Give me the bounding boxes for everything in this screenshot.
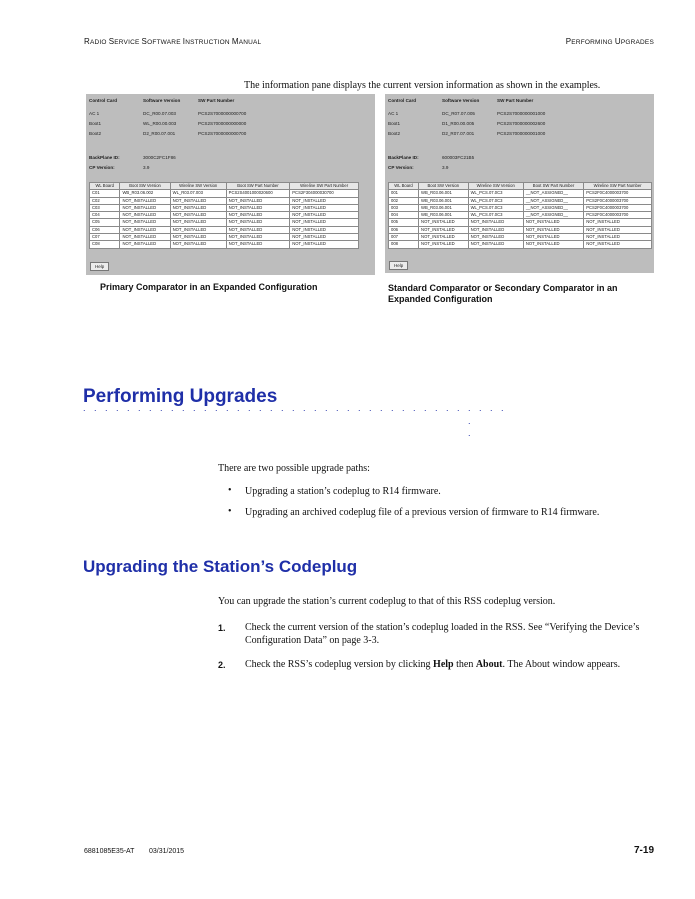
dotted-rule-vertical: .: [468, 416, 474, 426]
table-row: 008 NOT_INSTALLED NOT_INSTALLED NOT_INSTALLED NOT_INSTALLED: [389, 241, 652, 248]
table-row: 002 WB_R03.06.001 WL_PCS.07.0C3 __NOT_ASSIGNED__ PCS2F0C4000003700: [389, 197, 652, 204]
table-row: 006 NOT_INSTALLED NOT_INSTALLED NOT_INSTALLED NOT_INSTALLED: [389, 226, 652, 233]
section-title-performing-upgrades: Performing Upgrades: [83, 386, 278, 407]
table-row: 004 WB_R03.06.001 WL_PCS.07.0C3 __NOT_ASSIGNED__ PCS2F0C4000003700: [389, 212, 652, 219]
section-title-upgrading-codeplug: Upgrading the Station’s Codeplug: [83, 557, 358, 576]
table-row: C06 NOT_INSTALLED NOT_INSTALLED NOT_INSTALLED NOT_INSTALLED: [90, 226, 359, 233]
table-row: C02 NOT_INSTALLED NOT_INSTALLED NOT_INSTALLED NOT_INSTALLED: [90, 197, 359, 204]
step-1-text: Check the current version of the station’s codeplug loaded in the RSS. See “Verifying the Device’s Configuration Data” on page 3-3.: [245, 622, 640, 646]
running-header-right: PERFORMING UPGRADES: [565, 37, 654, 46]
primary-comparator-screenshot: Control Card Software Version SW Part Number AC 1 DC_R00.07.003 PCS2S7000000000700 Boot1 WL_R00.00.003 PCS2S7000000000000 Boot2 D2_R00.07.001 PCS2S7000000000700 BackPlane ID: 3000C2FC1F86 CP Version: 3.9 WL Board Boot SW Version Wireline SW Version Boot SW Part Number Wireline SW Part Number C01 WB_R03.06.002 WL_R03.07.003 PCS2S4001000020600 PCS2F304000030700 C02 NOT_INSTALLED NOT_INSTALLED NOT_INSTALLED NOT_INSTALLED C03 NOT_INSTALLED NOT_INSTALLED NOT_INSTALLED NOT_INSTALLED C04 NOT_INSTALLED NOT_INSTALLED NOT_INSTALLED NOT_INSTALLED C05 NOT_INSTALLED NOT_INSTALLED NOT_INSTALLED NOT_INSTALLED C06 NOT_INSTALLED NOT_INSTALLED NOT_INSTALLED NOT_INSTALLED C07 NOT_INSTALLED NOT_INSTALLED NOT_INSTALLED NOT_INSTALLED C08 NOT_INSTALLED NOT_INSTALLED NOT_INSTALLED NOT_INSTALLED Help: [86, 94, 375, 275]
table-row: 003 WB_R03.06.001 WL_PCS.07.0C3 __NOT_ASSIGNED__ PCS2F0C4000003700: [389, 204, 652, 211]
list-item: Upgrading an archived codeplug file of a previous version of firmware to R14 firmware.: [245, 507, 600, 518]
wl-board-table: WL Board Boot SW Version Wireline SW Version Boot SW Part Number Wireline SW Part Number C01 WB_R03.06.002 WL_R03.07.003 PCS2S4001000020600 PCS2F304000030700 C02 NOT_INSTALLED NOT_INSTALLED NOT_INSTALLED NOT_INSTALLED C03 NOT_INSTALLED NOT_INSTALLED NOT_INSTALLED NOT_INSTALLED C04 NOT_INSTALLED NOT_INSTALLED NOT_INSTALLED NOT_INSTALLED C05 NOT_INSTALLED NOT_INSTALLED NOT_INSTALLED NOT_INSTALLED C06 NOT_INSTALLED NOT_INSTALLED NOT_INSTALLED NOT_INSTALLED C07 NOT_INSTALLED NOT_INSTALLED NOT_INSTALLED NOT_INSTALLED C08 NOT_INSTALLED NOT_INSTALLED NOT_INSTALLED NOT_INSTALLED: [89, 182, 359, 249]
footer-date: 03/31/2015: [149, 848, 185, 855]
running-header-left: RADIO SERVICE SOFTWARE INSTRUCTION MANUAL: [84, 37, 262, 46]
step-number: 1.: [218, 623, 226, 633]
bullet-marker: •: [228, 485, 232, 496]
table-row: 005 NOT_INSTALLED NOT_INSTALLED NOT_INSTALLED NOT_INSTALLED: [389, 219, 652, 226]
table-row: C01 WB_R03.06.002 WL_R03.07.003 PCS2S4001000020600 PCS2F304000030700: [90, 190, 359, 197]
dotted-rule: . . . . . . . . . . . . . . . . . . . . . . . . . . . . . . . . . . . . . . .: [83, 403, 507, 413]
table-row: C08 NOT_INSTALLED NOT_INSTALLED NOT_INSTALLED NOT_INSTALLED: [90, 241, 359, 248]
table-row: C03 NOT_INSTALLED NOT_INSTALLED NOT_INSTALLED NOT_INSTALLED: [90, 204, 359, 211]
table-row: 007 NOT_INSTALLED NOT_INSTALLED NOT_INSTALLED NOT_INSTALLED: [389, 234, 652, 241]
step-2-text: Check the RSS’s codeplug version by clicking Help then About. The About window appears.: [245, 659, 621, 670]
upgrade-paths-intro: There are two possible upgrade paths:: [218, 463, 370, 474]
step-number: 2.: [218, 660, 226, 670]
table-row: C07 NOT_INSTALLED NOT_INSTALLED NOT_INSTALLED NOT_INSTALLED: [90, 234, 359, 241]
page-number: 7-19: [633, 845, 654, 856]
kv-header: Control Card: [89, 98, 118, 103]
footer-doc-number: 6881085E35-AT: [84, 848, 135, 855]
table-row: 001 WB_R03.06.001 WL_PCS.07.0C3 __NOT_ASSIGNED__ PCS2F0C4000003700: [389, 190, 652, 197]
help-button[interactable]: Help: [90, 262, 109, 271]
list-item: Upgrading a station’s codeplug to R14 firmware.: [245, 486, 441, 497]
wl-board-table: WL Board Boot SW Version Wireline SW Version Boot SW Part Number Wireline SW Part Number 001 WB_R03.06.001 WL_PCS.07.0C3 __NOT_ASSIGNED__ PCS2F0C4000003700 002 WB_R03.06.001 WL_PCS.07.0C3 __NOT_ASSIGNED__ PCS2F0C4000003700 003 WB_R03.06.001 WL_PCS.07.0C3 __NOT_ASSIGNED__ PCS2F0C4000003700 004 WB_R03.06.001 WL_PCS.07.0C3 __NOT_ASSIGNED__ PCS2F0C4000003700 005 NOT_INSTALLED NOT_INSTALLED NOT_INSTALLED NOT_INSTALLED 006 NOT_INSTALLED NOT_INSTALLED NOT_INSTALLED NOT_INSTALLED 007 NOT_INSTALLED NOT_INSTALLED NOT_INSTALLED NOT_INSTALLED 008 NOT_INSTALLED NOT_INSTALLED NOT_INSTALLED NOT_INSTALLED: [388, 182, 652, 249]
bullet-marker: •: [228, 506, 232, 517]
table-row: C05 NOT_INSTALLED NOT_INSTALLED NOT_INSTALLED NOT_INSTALLED: [90, 219, 359, 226]
help-button[interactable]: Help: [389, 261, 408, 270]
codeplug-intro: You can upgrade the station’s current codeplug to that of this RSS codeplug version.: [218, 596, 556, 607]
intro-text: The information pane displays the current version information as shown in the examples.: [244, 80, 601, 91]
figure-caption-primary: Primary Comparator in an Expanded Configuration: [100, 282, 318, 292]
secondary-comparator-screenshot: Control Card Software Version SW Part Number AC 1 DC_R07.07.005 PCS2S7000000001000 Boot1 D1_R00.00.005 PCS2S7000000002600 Boot2 D2_R07.07.001 PCS2S7000000001000 BackPlane ID: 600003FC21B5 CP Version: 3.9 WL Board Boot SW Version Wireline SW Version Boot SW Part Number Wireline SW Part Number 001 WB_R03.06.001 WL_PCS.07.0C3 __NOT_ASSIGNED__ PCS2F0C4000003700 002 WB_R03.06.001 WL_PCS.07.0C3 __NOT_ASSIGNED__ PCS2F0C4000003700 003 WB_R03.06.001 WL_PCS.07.0C3 __NOT_ASSIGNED__ PCS2F0C4000003700 004 WB_R03.06.001 WL_PCS.07.0C3 __NOT_ASSIGNED__ PCS2F0C4000003700 005 NOT_INSTALLED NOT_INSTALLED NOT_INSTALLED NOT_INSTALLED 006 NOT_INSTALLED NOT_INSTALLED NOT_INSTALLED NOT_INSTALLED 007 NOT_INSTALLED NOT_INSTALLED NOT_INSTALLED NOT_INSTALLED 008 NOT_INSTALLED NOT_INSTALLED NOT_INSTALLED NOT_INSTALLED Help: [385, 94, 654, 273]
table-row: C04 NOT_INSTALLED NOT_INSTALLED NOT_INSTALLED NOT_INSTALLED: [90, 212, 359, 219]
figure-caption-secondary: Standard Comparator or Secondary Comparator in an Expanded Configuration: [388, 283, 618, 304]
